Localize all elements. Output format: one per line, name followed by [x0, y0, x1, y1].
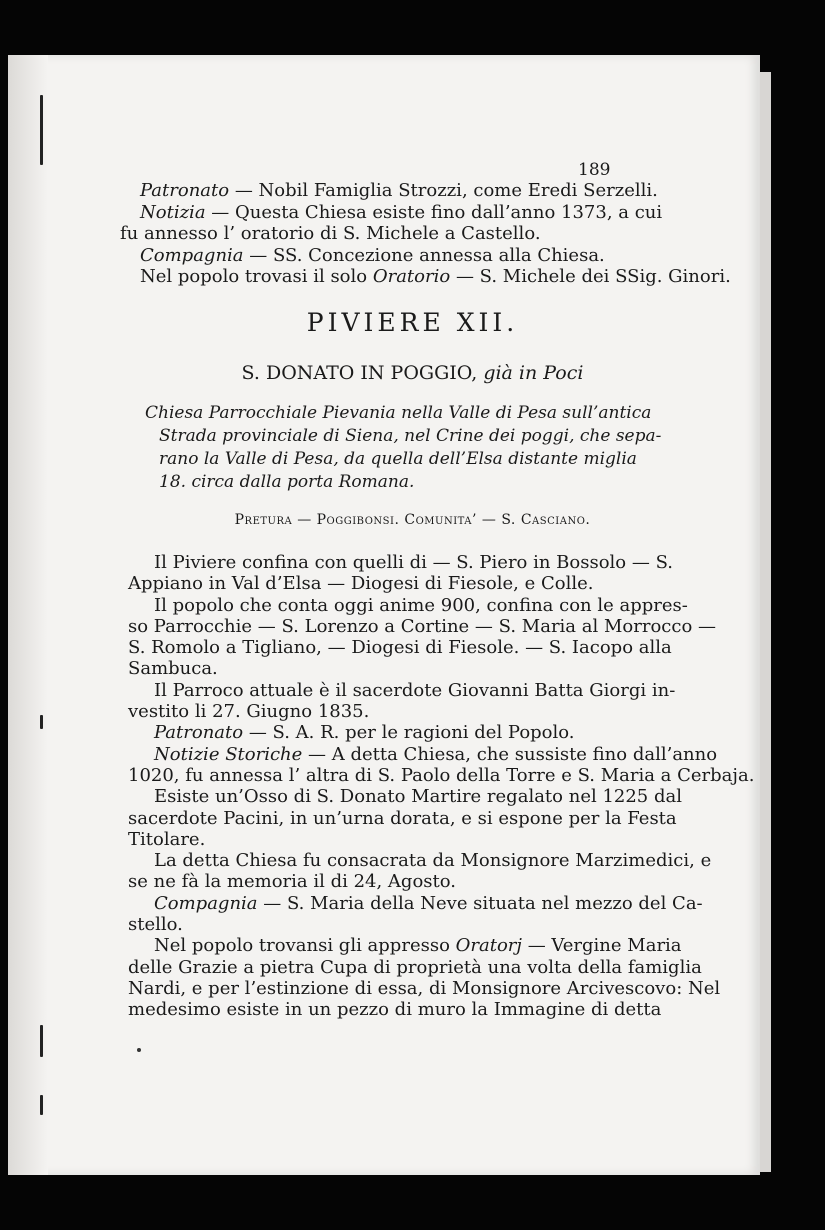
- text-line: [120, 266, 731, 288]
- text-segment: Nel popolo trovasi il solo: [140, 266, 373, 287]
- text-segment: 1020, fu annessa l’ altra di S. Paolo della Torre e S. Maria a Cerbaja.: [128, 764, 755, 786]
- text-line: [128, 637, 672, 659]
- text-segment: Il Parroco attuale è il sacerdote Giovanni Batta Giorgi in-: [154, 679, 676, 701]
- text-line: [128, 722, 624, 743]
- text-segment: sacerdote Pacini, in un’urna dorata, e si espone per la Festa: [128, 807, 677, 829]
- text-line: [120, 223, 630, 245]
- text-segment: Nardi, e per l’estinzione di essa, di Monsignore Arcivescovo: Nel: [128, 977, 721, 999]
- text-segment: fu annesso l’ oratorio di S. Michele a Castello.: [120, 223, 541, 244]
- text-segment: S. Romolo a Tigliano, — Diogesi di Fiesole. — S. Iacopo alla: [128, 637, 672, 659]
- text-line: [128, 573, 624, 594]
- italic-term: Notizia: [140, 201, 206, 223]
- italic-term: Compagnia: [140, 244, 244, 266]
- italic-term: Patronato: [140, 180, 230, 201]
- text-line: [128, 892, 703, 914]
- binding-stitch: [40, 715, 43, 729]
- page-number: 189: [578, 160, 611, 180]
- text-segment: — A detta Chiesa, che sussiste fino dall’anno: [302, 743, 718, 765]
- italic-term: Oratorio: [372, 266, 451, 287]
- text-segment: — S. Michele dei SSig. Ginori.: [450, 266, 731, 287]
- text-line: [128, 743, 718, 765]
- text-segment: — S. Maria della Neve situata nel mezzo del Ca-: [257, 892, 703, 914]
- body-text: [128, 552, 755, 1021]
- text-line: [128, 786, 682, 808]
- text-line: [128, 977, 721, 999]
- text-line: [128, 871, 624, 892]
- binding-stitch: [40, 1025, 43, 1057]
- text-line: [128, 679, 676, 701]
- text-segment: Il Piviere confina con quelli di — S. Piero in Bossolo — S.: [154, 552, 674, 573]
- text-segment: medesimo esiste in un pezzo di muro la Immagine di detta: [128, 999, 662, 1021]
- church-name: S. DONATO IN POGGIO,: [241, 362, 478, 384]
- text-segment: Il popolo che conta oggi anime 900, confina con le appres-: [154, 594, 688, 616]
- text-segment: stello.: [128, 914, 183, 936]
- binding-gutter: [8, 55, 48, 1175]
- text-segment: delle Grazie a pietra Cupa di proprietà una volta della famiglia: [128, 956, 702, 978]
- text-segment: — Questa Chiesa esiste fino dall’anno 1373, a cui: [205, 201, 663, 223]
- section-heading: PIVIERE XII.: [306, 308, 519, 337]
- text-line: [120, 201, 663, 224]
- binding-stitch: [40, 1095, 43, 1115]
- binding-stitch: [40, 95, 43, 165]
- text-line: [128, 615, 716, 637]
- italic-term: Oratorj: [455, 935, 522, 957]
- text-line: [128, 701, 624, 722]
- text-line: [120, 180, 658, 202]
- church-former-name: già in Poci: [483, 362, 584, 384]
- italic-term: Notizie Storiche: [154, 743, 303, 765]
- italic-term: Compagnia: [154, 892, 258, 914]
- text-line: [128, 935, 682, 957]
- ink-speck: [137, 1048, 141, 1052]
- text-line: [128, 956, 702, 978]
- church-description: [145, 402, 662, 494]
- text-segment: — SS. Concezione annessa alla Chiesa.: [243, 244, 605, 266]
- text-line: [128, 999, 662, 1021]
- text-line: [128, 658, 624, 679]
- text-line: [128, 807, 677, 829]
- text-segment: so Parrocchie — S. Lorenzo a Cortine — S. Maria al Morrocco —: [128, 615, 716, 637]
- text-line: [128, 552, 674, 573]
- text-segment: Sambuca.: [128, 658, 218, 680]
- description-line: rano la Valle di Pesa, da quella dell’Elsa distante miglia: [159, 449, 637, 469]
- text-line: [120, 245, 630, 267]
- text-segment: — Vergine Maria: [521, 935, 682, 957]
- text-segment: Nel popolo trovansi gli appresso: [154, 935, 456, 957]
- church-title: [0, 362, 825, 384]
- text-line: [128, 850, 712, 872]
- text-line: [128, 914, 624, 935]
- description-line: 18. circa dalla porta Romana.: [159, 472, 415, 492]
- italic-term: Patronato: [154, 722, 244, 744]
- text-line: [128, 764, 755, 786]
- administrative-line: Pretura — Poggibonsi. Comunita’ — S. Casciano.: [234, 512, 591, 528]
- text-segment: — Nobil Famiglia Strozzi, come Eredi Serzelli.: [229, 180, 658, 201]
- text-segment: Titolare.: [128, 828, 206, 850]
- text-segment: La detta Chiesa fu consacrata da Monsignore Marzimedici, e: [154, 850, 712, 872]
- text-segment: — S. A. R. per le ragioni del Popolo.: [243, 722, 575, 744]
- text-line: [128, 594, 688, 616]
- text-segment: Esiste un’Osso di S. Donato Martire regalato nel 1225 dal: [154, 786, 682, 808]
- description-line: Strada provinciale di Siena, nel Crine dei poggi, che sepa-: [159, 426, 662, 446]
- top-section: [120, 180, 731, 288]
- description-line: Chiesa Parrocchiale Pievania nella Valle di Pesa sull’antica: [145, 403, 652, 423]
- text-segment: Appiano in Val d’Elsa — Diogesi di Fiesole, e Colle.: [128, 573, 594, 595]
- text-line: [128, 829, 624, 850]
- text-segment: vestito li 27. Giugno 1835.: [128, 701, 370, 723]
- text-segment: se ne fà la memoria il di 24, Agosto.: [128, 871, 456, 893]
